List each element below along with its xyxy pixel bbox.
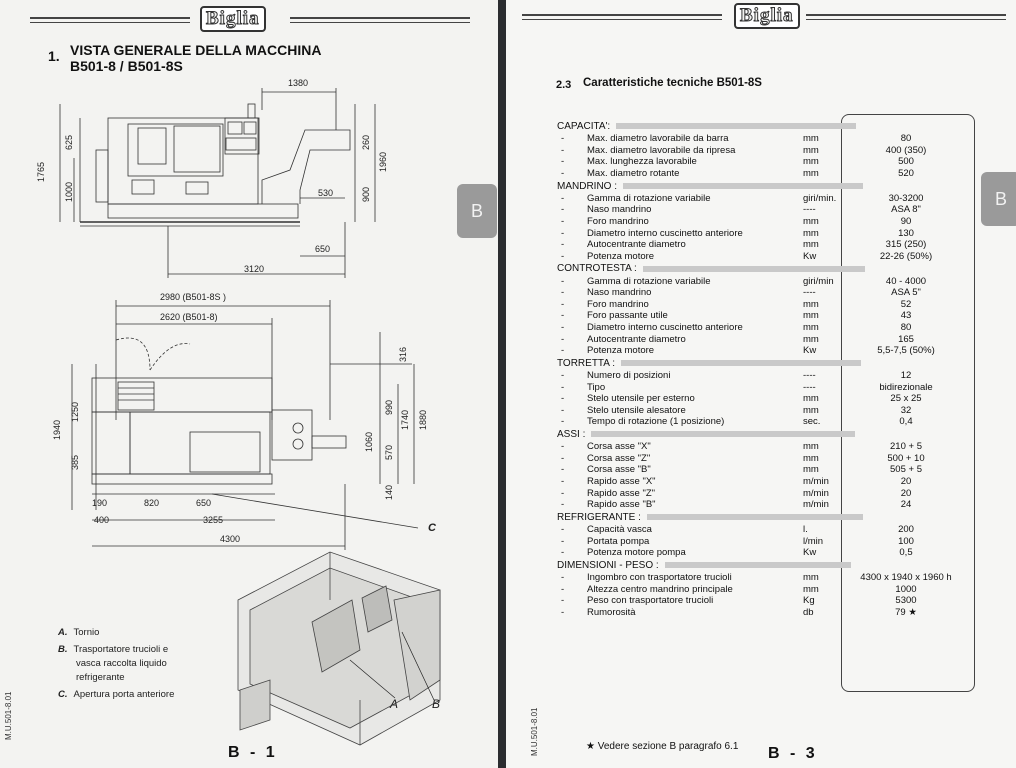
spec-value: 165 <box>898 333 914 345</box>
spec-value: 500 + 10 <box>887 452 925 464</box>
spec-unit: l/min <box>803 535 824 547</box>
row-bullet: - <box>561 452 565 464</box>
spec-unit: mm <box>803 227 819 239</box>
row-bullet: - <box>561 524 565 535</box>
row-bullet: - <box>561 416 565 428</box>
spec-value: 130 <box>898 227 914 239</box>
spec-label: Rumorosità <box>587 606 636 618</box>
legend-b: B. Trasportatore trucioli e <box>58 644 169 655</box>
spec-unit: ---- <box>803 204 816 216</box>
spec-label: Gamma di rotazione variabile <box>587 192 711 204</box>
spec-unit: mm <box>803 322 819 333</box>
legend-c: C. Apertura porta anteriore <box>58 689 175 700</box>
spec-section-title: CAPACITA': <box>557 121 856 132</box>
spec-label: Tipo <box>587 381 606 393</box>
spec-label: Rapido asse "B" <box>587 499 656 511</box>
row-bullet: - <box>561 345 565 357</box>
biglia-logo: Biglia <box>200 6 266 32</box>
row-bullet: - <box>561 535 565 547</box>
callout-a-label: A <box>390 697 399 711</box>
row-bullet: - <box>561 370 565 381</box>
spec-value: 22-26 (50%) <box>879 250 933 262</box>
row-bullet: - <box>561 476 565 487</box>
spec-value: 32 <box>900 404 912 416</box>
header-rule-left <box>522 14 722 16</box>
spec-unit: mm <box>803 144 819 156</box>
row-bullet: - <box>561 192 565 204</box>
row-bullet: - <box>561 499 565 511</box>
spec-label: Corsa asse "X" <box>587 441 651 453</box>
dim-400: 400 <box>94 515 110 525</box>
spec-unit: ---- <box>803 370 816 381</box>
spec-label: Ingombro con trasportatore trucioli <box>587 572 732 583</box>
dim-2620: 2620 (B501-8) <box>160 312 218 322</box>
legend-b-line2: vasca raccolta liquido <box>76 658 167 669</box>
spec-value: 40 - 4000 <box>885 275 927 287</box>
spec-unit: Kw <box>803 547 817 559</box>
spec-value: 30-3200 <box>888 192 924 204</box>
left-page <box>0 0 498 768</box>
spec-value: 1000 <box>895 583 917 595</box>
footnote: ★ Vedere sezione B paragrafo 6.1 <box>586 741 739 752</box>
callout-c-label: C <box>428 522 436 534</box>
side-code: M.U.501-8.01 <box>530 707 539 756</box>
dim-990: 990 <box>384 399 394 415</box>
spec-label: Max. diametro rotante <box>587 168 680 179</box>
row-bullet: - <box>561 381 565 393</box>
spec-section-title: ASSI : <box>557 429 855 440</box>
spec-unit: mm <box>803 216 819 227</box>
spec-value: ASA 8" <box>891 204 921 216</box>
row-bullet: - <box>561 441 565 453</box>
spec-unit: m/min <box>803 476 829 487</box>
dim-3120: 3120 <box>244 264 265 274</box>
dim-1380: 1380 <box>288 78 309 88</box>
row-bullet: - <box>561 393 565 405</box>
spec-unit: Kw <box>803 250 817 262</box>
dim-570: 570 <box>384 444 394 460</box>
spec-label: Peso con trasportatore trucioli <box>587 595 714 607</box>
row-bullet: - <box>561 275 565 287</box>
page-footer: B - 3 <box>768 745 818 762</box>
spec-label: Stelo utensile per esterno <box>587 393 695 405</box>
spec-unit: Kw <box>803 345 817 357</box>
dim-3255: 3255 <box>203 515 224 525</box>
row-bullet: - <box>561 310 565 322</box>
row-bullet: - <box>561 287 565 299</box>
dim-260: 260 <box>361 134 371 150</box>
page-footer: B - 1 <box>228 744 278 761</box>
spec-label: Foro mandrino <box>587 216 649 227</box>
spec-unit: mm <box>803 404 819 416</box>
row-bullet: - <box>561 298 565 310</box>
spec-value: 80 <box>900 133 912 145</box>
spec-unit: ---- <box>803 287 816 299</box>
row-bullet: - <box>561 404 565 416</box>
spec-value: 505 + 5 <box>890 464 922 476</box>
row-bullet: - <box>561 144 565 156</box>
spec-section-title: MANDRINO : <box>557 181 863 192</box>
spec-value: 43 <box>900 310 912 322</box>
spec-value: 5,5-7,5 (50%) <box>877 345 935 357</box>
spec-label: Autocentrante diametro <box>587 239 686 251</box>
row-bullet: - <box>561 487 565 499</box>
spec-unit: mm <box>803 298 819 310</box>
spec-value: 4300 x 1940 x 1960 h <box>860 572 952 583</box>
spec-value: 200 <box>898 524 914 535</box>
spec-unit: mm <box>803 239 819 251</box>
spec-label: Numero di posizioni <box>587 370 671 381</box>
dim-820: 820 <box>144 498 160 508</box>
spec-label: Max. diametro lavorabile da barra <box>587 133 729 145</box>
dim-1740: 1740 <box>400 409 410 430</box>
spec-section-title: TORRETTA : <box>557 358 861 369</box>
row-bullet: - <box>561 583 565 595</box>
spec-label: Corsa asse "B" <box>587 464 651 476</box>
spec-unit: mm <box>803 572 819 583</box>
row-bullet: - <box>561 227 565 239</box>
spec-label: Diametro interno cuscinetto anteriore <box>587 322 743 333</box>
dim-1250: 1250 <box>70 401 80 422</box>
spec-label: Altezza centro mandrino principale <box>587 583 733 595</box>
spec-unit: l. <box>803 524 808 535</box>
section-title: VISTA GENERALE DELLA MACCHINA <box>70 42 322 58</box>
spec-label: Max. lunghezza lavorabile <box>587 156 697 168</box>
section-subtitle: B501-8 / B501-8S <box>70 58 183 74</box>
header-rule-right-thin <box>806 19 1006 20</box>
spec-label: Autocentrante diametro <box>587 333 686 345</box>
row-bullet: - <box>561 250 565 262</box>
spec-label: Rapido asse "Z" <box>587 487 655 499</box>
spec-unit: mm <box>803 464 819 476</box>
dim-4300: 4300 <box>220 534 241 544</box>
section-tab: B <box>981 172 1016 226</box>
spec-section-title: CONTROTESTA : <box>557 263 865 274</box>
row-bullet: - <box>561 547 565 559</box>
spec-section-title: DIMENSIONI - PESO : <box>557 560 851 571</box>
spec-value: 520 <box>898 168 914 179</box>
row-bullet: - <box>561 606 565 618</box>
section-number: 1. <box>48 48 60 64</box>
spec-value: 0,4 <box>899 416 913 428</box>
dim-1940: 1940 <box>52 419 62 440</box>
spec-unit: ---- <box>803 381 816 393</box>
dim-625: 625 <box>64 134 74 150</box>
spec-unit: mm <box>803 310 819 322</box>
spec-value: 315 (250) <box>885 239 927 251</box>
dim-1060: 1060 <box>364 431 374 452</box>
header-rule-left-thin <box>522 19 722 20</box>
spec-unit: giri/min <box>803 275 834 287</box>
spec-label: Corsa asse "Z" <box>587 452 651 464</box>
spec-label: Rapido asse "X" <box>587 476 656 487</box>
spec-value: 100 <box>898 535 914 547</box>
row-bullet: - <box>561 322 565 333</box>
row-bullet: - <box>561 204 565 216</box>
spec-label: Potenza motore <box>587 250 655 262</box>
spec-unit: sec. <box>803 416 821 428</box>
right-page <box>506 0 1016 768</box>
dim-530: 530 <box>318 188 334 198</box>
spec-unit: mm <box>803 393 819 405</box>
biglia-logo: Biglia <box>734 3 800 29</box>
side-code: M.U.501-8.01 <box>4 691 13 740</box>
legend-a: A. Tornio <box>58 627 100 638</box>
row-bullet: - <box>561 595 565 607</box>
dim-190: 190 <box>92 498 108 508</box>
spec-value: 500 <box>898 156 914 168</box>
dim-1960: 1960 <box>378 151 388 172</box>
spec-label: Stelo utensile alesatore <box>587 404 686 416</box>
header-rule-right <box>806 14 1006 16</box>
row-bullet: - <box>561 333 565 345</box>
spec-label: Gamma di rotazione variabile <box>587 275 711 287</box>
dim-316: 316 <box>398 346 408 362</box>
row-bullet: - <box>561 239 565 251</box>
dim-650: 650 <box>315 244 331 254</box>
spec-unit: mm <box>803 156 819 168</box>
dim-140: 140 <box>384 484 394 500</box>
spec-value: 90 <box>900 216 912 227</box>
dim-900: 900 <box>361 186 371 202</box>
spec-label: Capacità vasca <box>587 524 652 535</box>
spec-unit: Kg <box>803 595 815 607</box>
spec-unit: mm <box>803 441 819 453</box>
spec-unit: db <box>803 606 814 618</box>
spec-unit: m/min <box>803 487 829 499</box>
spec-unit: mm <box>803 133 819 145</box>
spec-label: Tempo di rotazione (1 posizione) <box>587 416 725 428</box>
top-view-drawing <box>72 300 418 550</box>
dim-2980: 2980 (B501-8S ) <box>160 292 227 302</box>
spec-value: 210 + 5 <box>890 441 922 453</box>
row-bullet: - <box>561 464 565 476</box>
section-title: Caratteristiche tecniche B501-8S <box>583 77 762 89</box>
spec-label: Portata pompa <box>587 535 650 547</box>
section-tab: B <box>457 184 497 238</box>
spec-unit: mm <box>803 583 819 595</box>
spec-section-title: REFRIGERANTE : <box>557 512 863 523</box>
spec-unit: mm <box>803 168 819 179</box>
spec-label: Max. diametro lavorabile da ripresa <box>587 144 736 156</box>
dim-385: 385 <box>70 454 80 470</box>
spec-value: bidirezionale <box>879 381 933 393</box>
dim-650-b: 650 <box>196 498 212 508</box>
legend-b-line3: refrigerante <box>76 672 125 683</box>
spec-label: Naso mandrino <box>587 204 652 216</box>
spec-label: Potenza motore pompa <box>587 547 686 559</box>
callout-b-label: B <box>432 697 441 711</box>
spec-label: Potenza motore <box>587 345 655 357</box>
spec-unit: mm <box>803 452 819 464</box>
spec-unit: mm <box>803 333 819 345</box>
spec-value: 80 <box>900 322 912 333</box>
row-bullet: - <box>561 133 565 145</box>
spec-label: Foro mandrino <box>587 298 649 310</box>
spec-unit: giri/min. <box>803 192 837 204</box>
dim-1880: 1880 <box>418 409 428 430</box>
spec-unit: m/min <box>803 499 829 511</box>
dim-1765: 1765 <box>36 161 46 182</box>
spec-value: 52 <box>900 298 912 310</box>
spec-label: Foro passante utile <box>587 310 668 322</box>
row-bullet: - <box>561 156 565 168</box>
row-bullet: - <box>561 572 565 583</box>
row-bullet: - <box>561 216 565 227</box>
spec-value: 5300 <box>895 595 917 607</box>
spec-value: 400 (350) <box>885 144 927 156</box>
top-view-dim-labels <box>52 292 437 544</box>
spec-value: 79 ★ <box>895 606 917 618</box>
spec-value: 12 <box>900 370 912 381</box>
spec-label: Diametro interno cuscinetto anteriore <box>587 227 743 239</box>
spec-value: ASA 5" <box>891 287 921 299</box>
dim-1000: 1000 <box>64 181 74 202</box>
row-bullet: - <box>561 168 565 179</box>
spec-value: 24 <box>900 499 912 511</box>
spec-label: Naso mandrino <box>587 287 652 299</box>
spec-value: 25 x 25 <box>890 393 922 405</box>
section-number: 2.3 <box>556 79 572 91</box>
spec-value: 20 <box>900 476 912 487</box>
spec-value: 0,5 <box>899 547 913 559</box>
spec-value: 20 <box>900 487 912 499</box>
